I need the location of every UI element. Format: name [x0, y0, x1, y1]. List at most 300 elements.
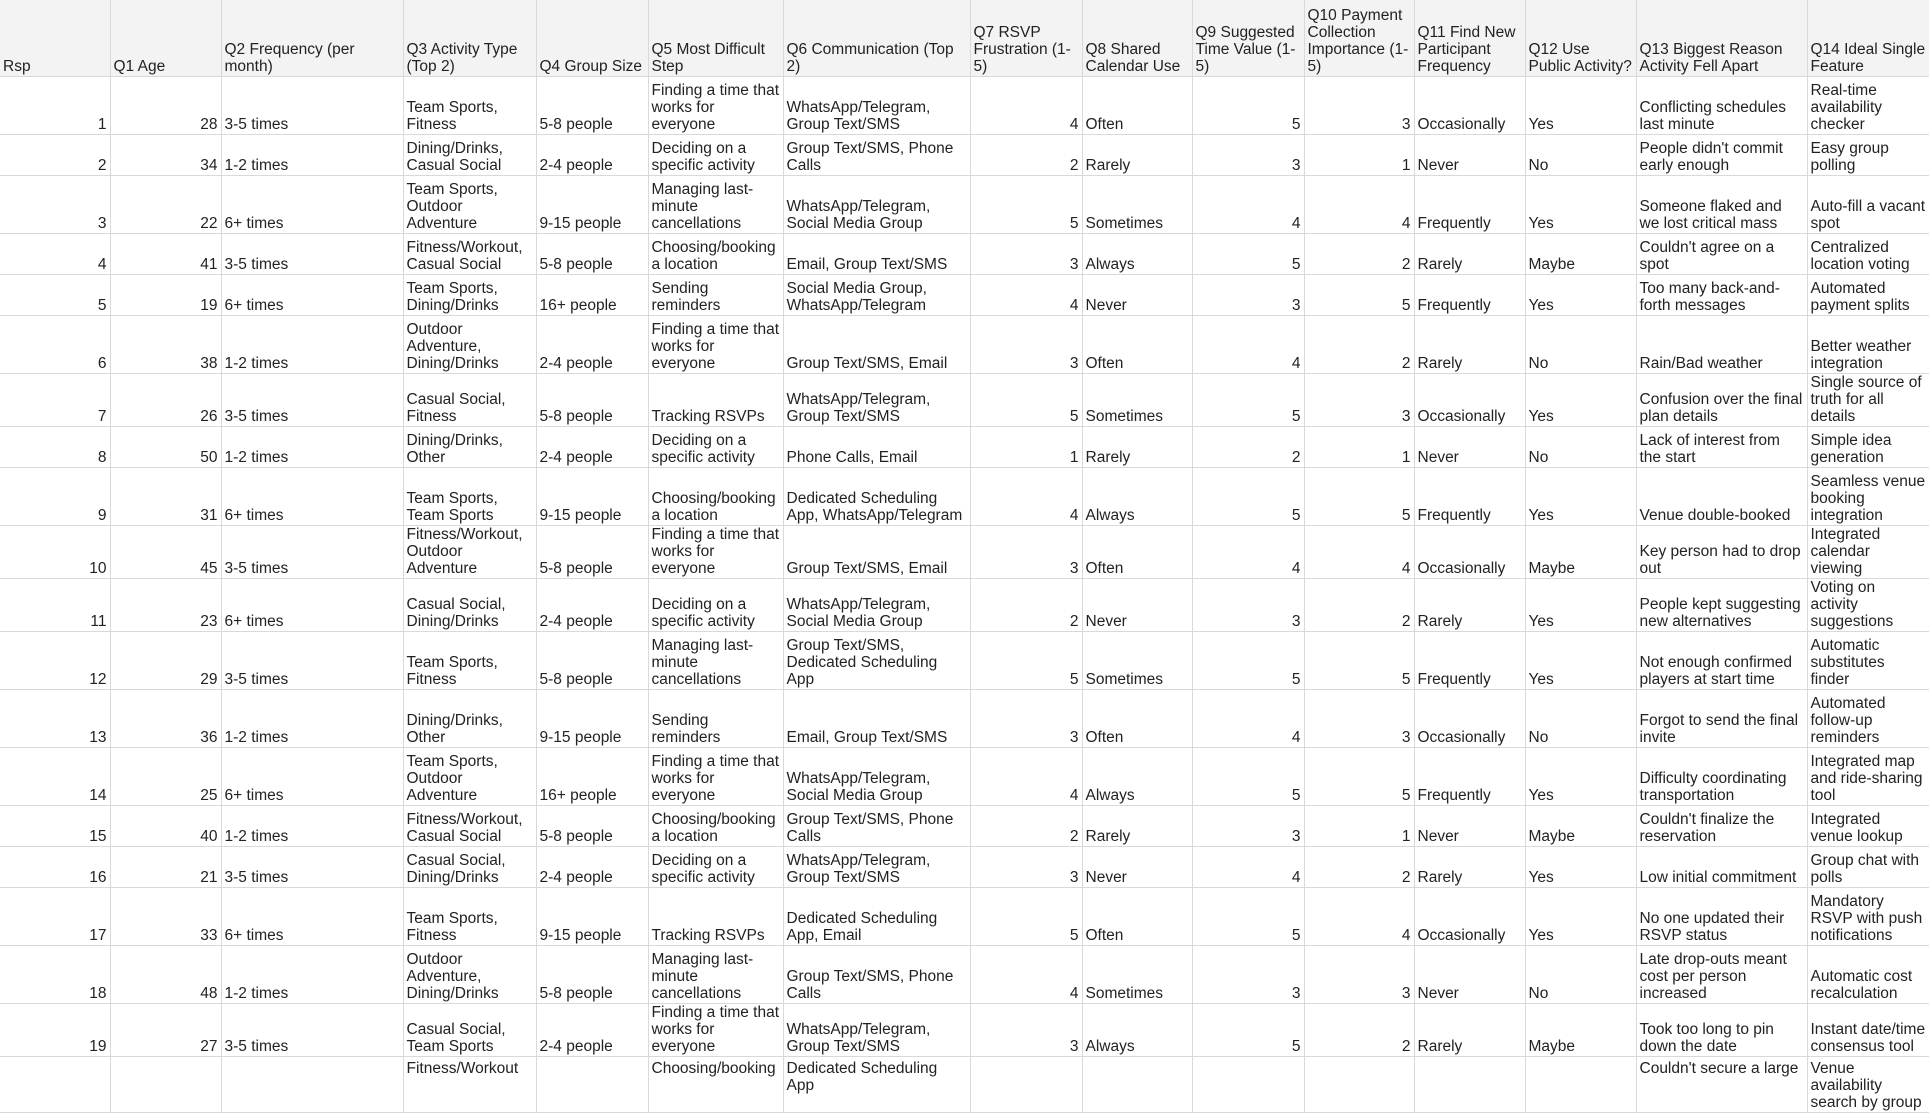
table-cell[interactable]: Rarely [1414, 847, 1525, 888]
table-cell[interactable]: 7 [0, 374, 110, 427]
table-cell[interactable]: 5 [1192, 1004, 1304, 1057]
table-cell[interactable]: Finding a time that works for everyone [648, 1004, 783, 1057]
table-cell[interactable]: 1-2 times [221, 946, 403, 1004]
table-cell[interactable]: WhatsApp/Telegram, Group Text/SMS [783, 1004, 970, 1057]
column-header[interactable]: Q9 Suggested Time Value (1-5) [1192, 0, 1304, 77]
table-cell[interactable]: Never [1414, 946, 1525, 1004]
table-cell[interactable]: Venue double-booked [1636, 468, 1807, 526]
table-cell[interactable]: 2-4 people [536, 1004, 648, 1057]
table-cell[interactable]: Dedicated Scheduling App [783, 1057, 970, 1113]
table-cell[interactable]: Fitness/Workout [403, 1057, 536, 1113]
table-cell[interactable]: Choosing/booking [648, 1057, 783, 1113]
table-cell[interactable]: 6 [0, 316, 110, 374]
table-cell[interactable]: 23 [110, 579, 221, 632]
table-cell[interactable]: Mandatory RSVP with push notifications [1807, 888, 1929, 946]
table-cell[interactable]: Group Text/SMS, Phone Calls [783, 135, 970, 176]
table-cell[interactable]: Late drop-outs meant cost per person increased [1636, 946, 1807, 1004]
table-cell[interactable]: Dining/Drinks, Other [403, 690, 536, 748]
table-cell[interactable]: 3 [1304, 690, 1414, 748]
table-cell[interactable]: Sometimes [1082, 176, 1192, 234]
table-cell[interactable]: 45 [110, 526, 221, 579]
table-cell[interactable]: Rarely [1414, 234, 1525, 275]
table-cell[interactable]: Group Text/SMS, Email [783, 526, 970, 579]
column-header[interactable]: Q2 Frequency (per month) [221, 0, 403, 77]
table-cell[interactable]: 33 [110, 888, 221, 946]
table-cell[interactable]: 16+ people [536, 275, 648, 316]
table-cell[interactable]: 9-15 people [536, 690, 648, 748]
table-cell[interactable]: Casual Social, Dining/Drinks [403, 847, 536, 888]
table-cell[interactable]: Frequently [1414, 176, 1525, 234]
table-cell[interactable]: Frequently [1414, 632, 1525, 690]
table-cell[interactable]: Fitness/Workout, Casual Social [403, 234, 536, 275]
table-cell[interactable]: 1-2 times [221, 690, 403, 748]
table-cell[interactable]: 2-4 people [536, 847, 648, 888]
table-cell[interactable]: 1 [0, 77, 110, 135]
table-cell[interactable]: Single source of truth for all details [1807, 374, 1929, 427]
table-cell[interactable]: 4 [970, 748, 1082, 806]
table-cell[interactable]: Frequently [1414, 748, 1525, 806]
table-cell[interactable]: 3 [1304, 374, 1414, 427]
table-cell[interactable]: No [1525, 135, 1636, 176]
table-cell[interactable]: Automatic substitutes finder [1807, 632, 1929, 690]
table-cell[interactable]: Yes [1525, 579, 1636, 632]
table-cell[interactable]: Outdoor Adventure, Dining/Drinks [403, 316, 536, 374]
table-cell[interactable]: 50 [110, 427, 221, 468]
table-cell[interactable]: Couldn't secure a large [1636, 1057, 1807, 1113]
table-cell[interactable]: 5-8 people [536, 946, 648, 1004]
table-cell[interactable]: Deciding on a specific activity [648, 847, 783, 888]
table-cell[interactable]: Not enough confirmed players at start time [1636, 632, 1807, 690]
table-cell[interactable]: Yes [1525, 748, 1636, 806]
table-cell[interactable]: Often [1082, 888, 1192, 946]
table-cell[interactable]: Phone Calls, Email [783, 427, 970, 468]
table-cell[interactable]: 21 [110, 847, 221, 888]
table-cell[interactable]: Rarely [1082, 135, 1192, 176]
table-cell[interactable]: Social Media Group, WhatsApp/Telegram [783, 275, 970, 316]
table-cell[interactable]: Never [1414, 135, 1525, 176]
table-cell[interactable]: No [1525, 427, 1636, 468]
table-cell[interactable]: Team Sports, Team Sports [403, 468, 536, 526]
table-cell[interactable]: 2-4 people [536, 579, 648, 632]
table-cell[interactable]: Occasionally [1414, 77, 1525, 135]
table-cell[interactable]: Automated payment splits [1807, 275, 1929, 316]
table-cell[interactable]: Outdoor Adventure, Dining/Drinks [403, 946, 536, 1004]
table-cell[interactable]: Group Text/SMS, Dedicated Scheduling App [783, 632, 970, 690]
table-cell[interactable]: 4 [1192, 526, 1304, 579]
column-header[interactable]: Q6 Communication (Top 2) [783, 0, 970, 77]
table-cell[interactable]: 3 [1192, 135, 1304, 176]
table-cell[interactable]: 6+ times [221, 888, 403, 946]
table-cell[interactable]: 4 [970, 77, 1082, 135]
table-cell[interactable]: 48 [110, 946, 221, 1004]
table-cell[interactable]: 3 [970, 234, 1082, 275]
table-cell[interactable]: Casual Social, Dining/Drinks [403, 579, 536, 632]
table-cell[interactable]: 16+ people [536, 748, 648, 806]
table-cell[interactable]: 1 [1304, 427, 1414, 468]
table-cell[interactable]: Often [1082, 690, 1192, 748]
table-cell[interactable]: 3-5 times [221, 374, 403, 427]
table-cell[interactable]: 5 [1304, 275, 1414, 316]
table-cell[interactable]: Managing last-minute cancellations [648, 946, 783, 1004]
table-cell[interactable]: Often [1082, 316, 1192, 374]
table-cell[interactable]: Dining/Drinks, Other [403, 427, 536, 468]
table-cell[interactable]: 4 [0, 234, 110, 275]
table-cell[interactable]: Real-time availability checker [1807, 77, 1929, 135]
table-cell[interactable]: 3 [970, 316, 1082, 374]
table-cell[interactable]: 26 [110, 374, 221, 427]
table-cell[interactable]: 5 [1192, 632, 1304, 690]
table-cell[interactable]: 9-15 people [536, 176, 648, 234]
table-cell[interactable] [1304, 1057, 1414, 1113]
table-cell[interactable]: Sending reminders [648, 275, 783, 316]
table-cell[interactable]: 1-2 times [221, 806, 403, 847]
table-cell[interactable]: 3 [970, 1004, 1082, 1057]
table-cell[interactable]: 3-5 times [221, 1004, 403, 1057]
table-cell[interactable]: Conflicting schedules last minute [1636, 77, 1807, 135]
table-cell[interactable]: 4 [1304, 176, 1414, 234]
table-cell[interactable]: Rarely [1082, 806, 1192, 847]
table-cell[interactable]: 1-2 times [221, 316, 403, 374]
table-cell[interactable]: 5 [1304, 748, 1414, 806]
table-cell[interactable]: 5-8 people [536, 77, 648, 135]
table-cell[interactable]: 9 [0, 468, 110, 526]
table-cell[interactable]: 4 [1192, 847, 1304, 888]
table-cell[interactable]: 3-5 times [221, 847, 403, 888]
table-cell[interactable]: 6+ times [221, 748, 403, 806]
table-cell[interactable]: Couldn't agree on a spot [1636, 234, 1807, 275]
table-cell[interactable]: 3-5 times [221, 526, 403, 579]
table-cell[interactable]: Rarely [1414, 579, 1525, 632]
table-cell[interactable]: WhatsApp/Telegram, Group Text/SMS [783, 847, 970, 888]
table-cell[interactable]: Integrated calendar viewing [1807, 526, 1929, 579]
table-cell[interactable]: Team Sports, Outdoor Adventure [403, 176, 536, 234]
table-cell[interactable]: 5-8 people [536, 806, 648, 847]
column-header[interactable]: Q3 Activity Type (Top 2) [403, 0, 536, 77]
table-cell[interactable]: 3 [1304, 77, 1414, 135]
table-cell[interactable]: 2 [1304, 579, 1414, 632]
table-cell[interactable]: 1 [1304, 806, 1414, 847]
table-cell[interactable]: No [1525, 946, 1636, 1004]
table-cell[interactable]: Rarely [1082, 427, 1192, 468]
table-cell[interactable]: Group Text/SMS, Email [783, 316, 970, 374]
table-cell[interactable]: Choosing/booking a location [648, 468, 783, 526]
table-cell[interactable]: Team Sports, Fitness [403, 632, 536, 690]
table-cell[interactable]: Occasionally [1414, 526, 1525, 579]
table-cell[interactable]: 5 [1192, 77, 1304, 135]
table-cell[interactable]: Managing last-minute cancellations [648, 632, 783, 690]
table-cell[interactable]: Often [1082, 77, 1192, 135]
table-cell[interactable]: 41 [110, 234, 221, 275]
table-cell[interactable]: Team Sports, Outdoor Adventure [403, 748, 536, 806]
table-cell[interactable]: 3 [970, 526, 1082, 579]
table-cell[interactable]: 6+ times [221, 468, 403, 526]
column-header[interactable]: Q13 Biggest Reason Activity Fell Apart [1636, 0, 1807, 77]
table-cell[interactable]: Instant date/time consensus tool [1807, 1004, 1929, 1057]
table-cell[interactable]: Team Sports, Fitness [403, 888, 536, 946]
table-cell[interactable]: 36 [110, 690, 221, 748]
table-cell[interactable]: 31 [110, 468, 221, 526]
table-cell[interactable]: Deciding on a specific activity [648, 427, 783, 468]
table-cell[interactable]: 2 [1304, 234, 1414, 275]
column-header[interactable]: Q4 Group Size [536, 0, 648, 77]
table-cell[interactable] [1192, 1057, 1304, 1113]
table-cell[interactable]: 40 [110, 806, 221, 847]
table-cell[interactable]: Yes [1525, 847, 1636, 888]
table-cell[interactable]: 4 [1192, 176, 1304, 234]
table-cell[interactable]: 3-5 times [221, 77, 403, 135]
table-cell[interactable]: Rarely [1414, 1004, 1525, 1057]
column-header[interactable]: Q12 Use Public Activity? [1525, 0, 1636, 77]
table-cell[interactable]: Simple idea generation [1807, 427, 1929, 468]
table-cell[interactable]: Finding a time that works for everyone [648, 748, 783, 806]
table-cell[interactable]: 4 [1304, 888, 1414, 946]
table-cell[interactable]: 9-15 people [536, 468, 648, 526]
table-cell[interactable]: Team Sports, Dining/Drinks [403, 275, 536, 316]
table-cell[interactable]: 16 [0, 847, 110, 888]
table-cell[interactable]: Yes [1525, 632, 1636, 690]
table-cell[interactable]: WhatsApp/Telegram, Group Text/SMS [783, 77, 970, 135]
table-cell[interactable]: 25 [110, 748, 221, 806]
table-cell[interactable]: 4 [970, 275, 1082, 316]
table-cell[interactable]: 3 [0, 176, 110, 234]
table-cell[interactable]: Always [1082, 748, 1192, 806]
table-cell[interactable]: WhatsApp/Telegram, Group Text/SMS [783, 374, 970, 427]
table-cell[interactable]: WhatsApp/Telegram, Social Media Group [783, 176, 970, 234]
table-cell[interactable]: 6+ times [221, 275, 403, 316]
table-cell[interactable]: 5-8 people [536, 632, 648, 690]
column-header[interactable]: Q10 Payment Collection Importance (1-5) [1304, 0, 1414, 77]
table-cell[interactable]: People didn't commit early enough [1636, 135, 1807, 176]
table-cell[interactable]: Better weather integration [1807, 316, 1929, 374]
table-cell[interactable]: Couldn't finalize the reservation [1636, 806, 1807, 847]
table-cell[interactable]: 1 [970, 427, 1082, 468]
table-cell[interactable]: Dedicated Scheduling App, Email [783, 888, 970, 946]
table-cell[interactable]: 4 [970, 946, 1082, 1004]
table-cell[interactable]: 5 [1304, 632, 1414, 690]
table-cell[interactable]: Sending reminders [648, 690, 783, 748]
table-cell[interactable]: 5 [970, 888, 1082, 946]
table-cell[interactable]: Group Text/SMS, Phone Calls [783, 946, 970, 1004]
table-cell[interactable]: Confusion over the final plan details [1636, 374, 1807, 427]
table-cell[interactable]: 19 [0, 1004, 110, 1057]
column-header[interactable]: Q11 Find New Participant Frequency [1414, 0, 1525, 77]
table-cell[interactable]: 17 [0, 888, 110, 946]
table-cell[interactable]: 5 [970, 374, 1082, 427]
table-cell[interactable]: 2 [970, 579, 1082, 632]
column-header[interactable]: Q7 RSVP Frustration (1-5) [970, 0, 1082, 77]
table-cell[interactable]: 10 [0, 526, 110, 579]
table-cell[interactable]: Finding a time that works for everyone [648, 316, 783, 374]
table-cell[interactable]: 3-5 times [221, 632, 403, 690]
table-cell[interactable]: Maybe [1525, 526, 1636, 579]
table-cell[interactable]: Sometimes [1082, 374, 1192, 427]
table-cell[interactable]: Choosing/booking a location [648, 806, 783, 847]
column-header[interactable]: Rsp [0, 0, 110, 77]
table-cell[interactable]: Deciding on a specific activity [648, 135, 783, 176]
table-cell[interactable]: Deciding on a specific activity [648, 579, 783, 632]
table-cell[interactable]: 28 [110, 77, 221, 135]
table-cell[interactable]: 3 [1192, 579, 1304, 632]
table-cell[interactable]: Yes [1525, 275, 1636, 316]
table-cell[interactable]: 38 [110, 316, 221, 374]
table-cell[interactable]: 3 [970, 690, 1082, 748]
table-cell[interactable]: Choosing/booking a location [648, 234, 783, 275]
table-cell[interactable]: Integrated venue lookup [1807, 806, 1929, 847]
table-cell[interactable]: Occasionally [1414, 374, 1525, 427]
table-cell[interactable]: 5-8 people [536, 374, 648, 427]
table-cell[interactable]: Dining/Drinks, Casual Social [403, 135, 536, 176]
table-cell[interactable]: 3 [1192, 275, 1304, 316]
table-cell[interactable]: Fitness/Workout, Casual Social [403, 806, 536, 847]
table-cell[interactable]: 2-4 people [536, 316, 648, 374]
table-cell[interactable]: Never [1414, 427, 1525, 468]
table-cell[interactable]: 1 [1304, 135, 1414, 176]
table-cell[interactable]: 4 [1304, 526, 1414, 579]
table-cell[interactable]: 2 [1304, 316, 1414, 374]
table-cell[interactable]: Auto-fill a vacant spot [1807, 176, 1929, 234]
table-cell[interactable] [1414, 1057, 1525, 1113]
table-cell[interactable]: Finding a time that works for everyone [648, 526, 783, 579]
table-cell[interactable] [970, 1057, 1082, 1113]
table-cell[interactable]: Never [1082, 275, 1192, 316]
table-cell[interactable]: 6+ times [221, 579, 403, 632]
table-cell[interactable]: Voting on activity suggestions [1807, 579, 1929, 632]
table-cell[interactable]: Yes [1525, 176, 1636, 234]
table-cell[interactable]: 5 [970, 176, 1082, 234]
table-cell[interactable]: 19 [110, 275, 221, 316]
table-cell[interactable]: Automated follow-up reminders [1807, 690, 1929, 748]
table-cell[interactable]: 4 [970, 468, 1082, 526]
table-cell[interactable]: 3-5 times [221, 234, 403, 275]
table-cell[interactable]: 5-8 people [536, 234, 648, 275]
table-cell[interactable]: Rain/Bad weather [1636, 316, 1807, 374]
table-cell[interactable] [536, 1057, 648, 1113]
table-cell[interactable]: 5 [1192, 468, 1304, 526]
table-cell[interactable]: 3 [1192, 806, 1304, 847]
table-cell[interactable]: Yes [1525, 374, 1636, 427]
table-cell[interactable]: Always [1082, 468, 1192, 526]
table-cell[interactable]: Yes [1525, 468, 1636, 526]
table-cell[interactable]: People kept suggesting new alternatives [1636, 579, 1807, 632]
table-cell[interactable]: No one updated their RSVP status [1636, 888, 1807, 946]
table-cell[interactable]: WhatsApp/Telegram, Social Media Group [783, 748, 970, 806]
table-cell[interactable]: 9-15 people [536, 888, 648, 946]
table-cell[interactable] [110, 1057, 221, 1113]
table-cell[interactable]: 5 [1192, 374, 1304, 427]
table-cell[interactable]: Never [1414, 806, 1525, 847]
table-cell[interactable] [1525, 1057, 1636, 1113]
table-cell[interactable]: Venue availability search by group [1807, 1057, 1929, 1113]
table-cell[interactable]: 34 [110, 135, 221, 176]
table-cell[interactable]: Automatic cost recalculation [1807, 946, 1929, 1004]
table-cell[interactable]: 27 [110, 1004, 221, 1057]
table-cell[interactable]: Group chat with polls [1807, 847, 1929, 888]
table-cell[interactable]: Never [1082, 847, 1192, 888]
table-cell[interactable]: 29 [110, 632, 221, 690]
column-header[interactable]: Q14 Ideal Single Feature [1807, 0, 1929, 77]
table-cell[interactable]: Frequently [1414, 275, 1525, 316]
table-cell[interactable]: 5 [1192, 748, 1304, 806]
table-cell[interactable] [0, 1057, 110, 1113]
table-cell[interactable]: 2 [1304, 1004, 1414, 1057]
table-cell[interactable]: 5 [1192, 234, 1304, 275]
table-cell[interactable]: Team Sports, Fitness [403, 77, 536, 135]
table-cell[interactable]: Email, Group Text/SMS [783, 690, 970, 748]
table-cell[interactable]: 3 [970, 847, 1082, 888]
table-cell[interactable]: 3 [1304, 946, 1414, 1004]
table-cell[interactable]: Tracking RSVPs [648, 374, 783, 427]
table-cell[interactable]: Email, Group Text/SMS [783, 234, 970, 275]
table-cell[interactable]: Group Text/SMS, Phone Calls [783, 806, 970, 847]
table-cell[interactable] [221, 1057, 403, 1113]
table-cell[interactable]: Managing last-minute cancellations [648, 176, 783, 234]
table-cell[interactable]: 2 [970, 806, 1082, 847]
table-cell[interactable]: Yes [1525, 888, 1636, 946]
table-cell[interactable]: Casual Social, Team Sports [403, 1004, 536, 1057]
table-cell[interactable]: Someone flaked and we lost critical mass [1636, 176, 1807, 234]
table-cell[interactable]: Key person had to drop out [1636, 526, 1807, 579]
table-cell[interactable]: Never [1082, 579, 1192, 632]
table-cell[interactable]: Low initial commitment [1636, 847, 1807, 888]
table-cell[interactable]: Occasionally [1414, 690, 1525, 748]
table-cell[interactable]: 6+ times [221, 176, 403, 234]
table-cell[interactable]: Lack of interest from the start [1636, 427, 1807, 468]
table-cell[interactable]: Finding a time that works for everyone [648, 77, 783, 135]
table-cell[interactable]: 18 [0, 946, 110, 1004]
table-cell[interactable]: 2-4 people [536, 135, 648, 176]
table-cell[interactable]: 13 [0, 690, 110, 748]
table-cell[interactable]: Always [1082, 234, 1192, 275]
table-cell[interactable]: 8 [0, 427, 110, 468]
table-cell[interactable]: 1-2 times [221, 135, 403, 176]
table-cell[interactable]: Maybe [1525, 234, 1636, 275]
table-cell[interactable]: Forgot to send the final invite [1636, 690, 1807, 748]
column-header[interactable]: Q8 Shared Calendar Use [1082, 0, 1192, 77]
table-cell[interactable]: 4 [1192, 690, 1304, 748]
table-cell[interactable]: Always [1082, 1004, 1192, 1057]
table-cell[interactable]: 2-4 people [536, 427, 648, 468]
table-cell[interactable]: Fitness/Workout, Outdoor Adventure [403, 526, 536, 579]
table-cell[interactable]: Occasionally [1414, 888, 1525, 946]
table-cell[interactable]: Rarely [1414, 316, 1525, 374]
table-cell[interactable]: Dedicated Scheduling App, WhatsApp/Telegram [783, 468, 970, 526]
table-cell[interactable]: 2 [0, 135, 110, 176]
table-cell[interactable]: Integrated map and ride-sharing tool [1807, 748, 1929, 806]
table-cell[interactable]: Took too long to pin down the date [1636, 1004, 1807, 1057]
table-cell[interactable]: 12 [0, 632, 110, 690]
table-cell[interactable]: 22 [110, 176, 221, 234]
table-cell[interactable]: Too many back-and-forth messages [1636, 275, 1807, 316]
column-header[interactable]: Q1 Age [110, 0, 221, 77]
table-cell[interactable]: Casual Social, Fitness [403, 374, 536, 427]
table-cell[interactable]: 1-2 times [221, 427, 403, 468]
table-cell[interactable]: 14 [0, 748, 110, 806]
table-cell[interactable]: WhatsApp/Telegram, Social Media Group [783, 579, 970, 632]
table-cell[interactable]: Seamless venue booking integration [1807, 468, 1929, 526]
table-cell[interactable]: Sometimes [1082, 632, 1192, 690]
column-header[interactable]: Q5 Most Difficult Step [648, 0, 783, 77]
table-cell[interactable]: Frequently [1414, 468, 1525, 526]
table-cell[interactable]: 3 [1192, 946, 1304, 1004]
table-cell[interactable] [1082, 1057, 1192, 1113]
table-cell[interactable]: 2 [1304, 847, 1414, 888]
table-cell[interactable]: Often [1082, 526, 1192, 579]
table-cell[interactable]: No [1525, 316, 1636, 374]
table-cell[interactable]: Maybe [1525, 806, 1636, 847]
table-cell[interactable]: Yes [1525, 77, 1636, 135]
table-cell[interactable]: Difficulty coordinating transportation [1636, 748, 1807, 806]
table-cell[interactable]: Sometimes [1082, 946, 1192, 1004]
